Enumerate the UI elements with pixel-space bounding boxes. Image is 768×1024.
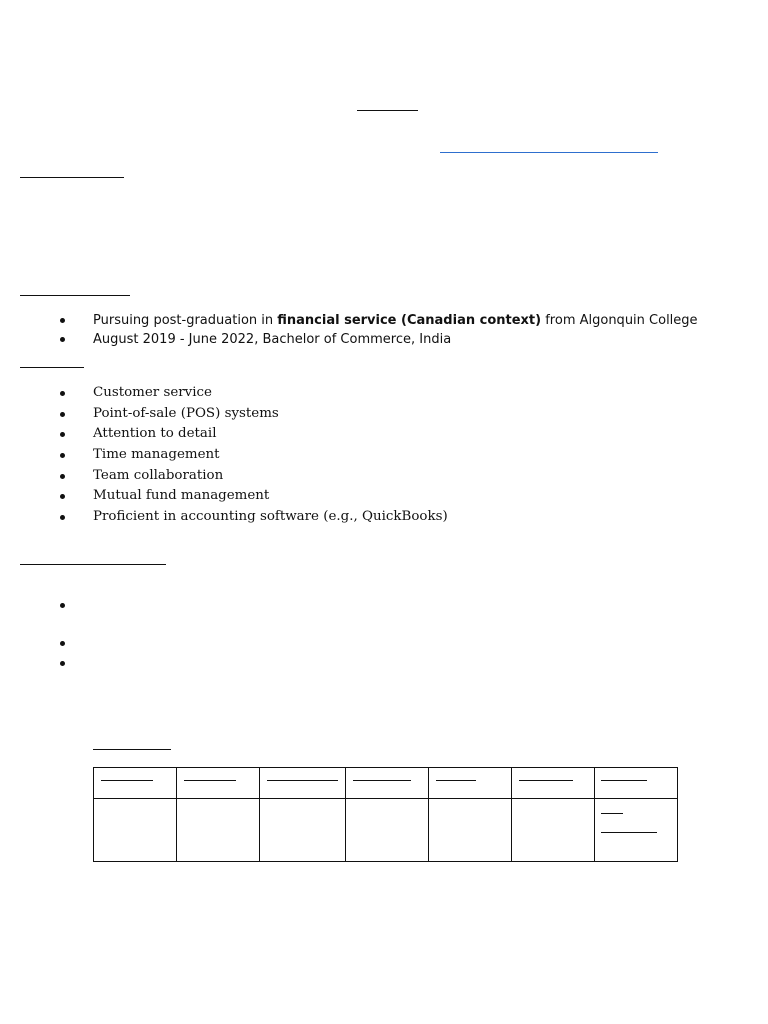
section-heading-skills (20, 367, 84, 368)
table-cell (177, 799, 260, 862)
contact-link-redacted[interactable] (440, 152, 658, 153)
skill-text: Proficient in accounting software (e.g., QuickBooks) (93, 509, 448, 525)
education-item-bold: financial service (Canadian context) (277, 313, 542, 328)
education-item-text: August 2019 - June 2022, Bachelor of Commerce, India (93, 332, 452, 347)
table-header-cell (429, 768, 512, 799)
skills-list (56, 383, 448, 528)
section-heading-summary (20, 177, 124, 178)
table-cell (429, 799, 512, 862)
section-heading-table (93, 749, 171, 750)
skill-item (56, 404, 448, 425)
bullet-icon (60, 515, 65, 520)
skill-item (56, 486, 448, 507)
table-header-cell (260, 768, 346, 799)
table-header-cell (346, 768, 429, 799)
skill-text: Mutual fund management (93, 488, 270, 504)
education-list (56, 311, 698, 349)
table-header-cell (94, 768, 177, 799)
experience-item (56, 600, 76, 610)
table-cell (595, 799, 678, 862)
table-header-cell (595, 768, 678, 799)
section-heading-education (20, 295, 130, 296)
section-heading-experience (20, 564, 166, 565)
table-cell (512, 799, 595, 862)
skill-item (56, 507, 448, 528)
skill-item (56, 445, 448, 466)
skill-text: Point-of-sale (POS) systems (93, 405, 279, 421)
bullet-icon (60, 318, 65, 323)
education-item (56, 311, 698, 330)
skill-item (56, 383, 448, 404)
name-heading-redacted (357, 110, 418, 111)
bullet-icon (60, 453, 65, 458)
table-row (94, 799, 678, 862)
bullet-icon (60, 391, 65, 396)
experience-item (56, 658, 76, 668)
skill-text: Customer service (93, 385, 212, 400)
skill-text: Attention to detail (93, 426, 217, 442)
bullet-icon (60, 337, 65, 342)
table-cell (94, 799, 177, 862)
skill-text: Team collaboration (93, 467, 224, 483)
education-item-text: Pursuing post-graduation in (93, 313, 278, 328)
experience-item (56, 638, 76, 648)
bullet-icon (60, 412, 65, 417)
education-item (56, 330, 698, 349)
table-header-cell (512, 768, 595, 799)
table-header-cell (177, 768, 260, 799)
table-cell (346, 799, 429, 862)
bullet-icon (60, 474, 65, 479)
education-item-text-after: from Algonquin College (541, 313, 698, 328)
bullet-icon (60, 494, 65, 499)
bullet-icon (60, 432, 65, 437)
details-table (93, 767, 678, 862)
table-cell (260, 799, 346, 862)
bullet-icon (60, 603, 65, 608)
table-header-row (94, 768, 678, 799)
skill-item (56, 424, 448, 445)
bullet-icon (60, 641, 65, 646)
skill-item (56, 466, 448, 487)
bullet-icon (60, 661, 65, 666)
skill-text: Time management (93, 447, 220, 463)
